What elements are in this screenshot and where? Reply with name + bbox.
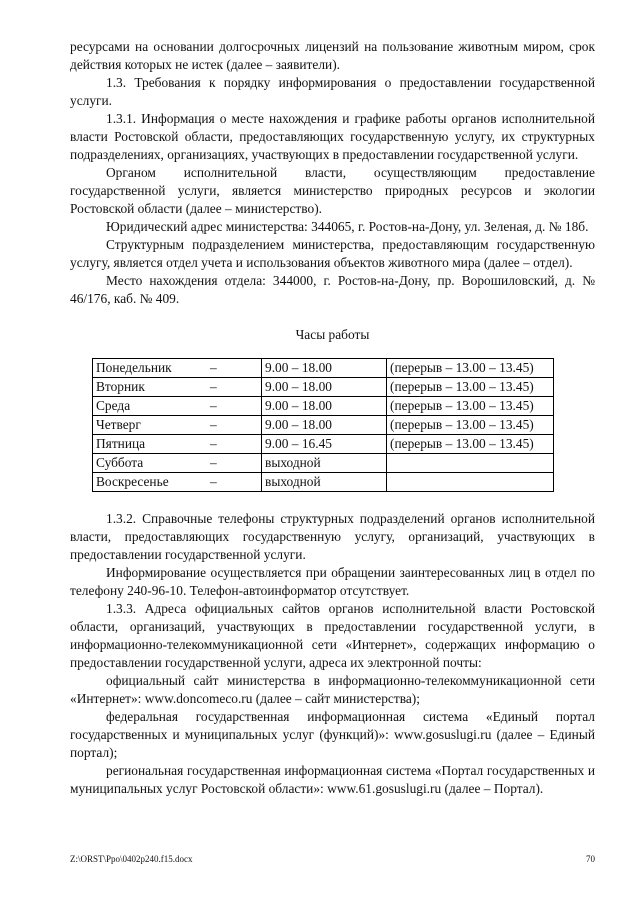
break-cell: (перерыв – 13.00 – 13.45): [387, 359, 554, 378]
day-cell: Воскресенье: [93, 473, 208, 492]
time-cell: выходной: [262, 473, 387, 492]
break-cell: (перерыв – 13.00 – 13.45): [387, 397, 554, 416]
time-cell: 9.00 – 18.00: [262, 359, 387, 378]
break-cell: [387, 454, 554, 473]
dash-cell: –: [207, 435, 262, 454]
paragraph: ресурсами на основании долгосрочных лицензий на пользование животным миром, срок действия которых не истек (далее – заявители).: [70, 39, 595, 72]
dash-cell: –: [207, 454, 262, 473]
day-cell: Понедельник: [93, 359, 208, 378]
time-cell: 9.00 – 16.45: [262, 435, 387, 454]
dash-cell: –: [207, 473, 262, 492]
paragraph: федеральная государственная информационная система «Единый портал государственных и муниципальных услуг (функций)»: www.gosuslugi.ru (далее – Единый портал);: [70, 709, 595, 760]
table-row: [93, 435, 554, 454]
paragraph: 1.3.3. Адреса официальных сайтов органов исполнительной власти Ростовской области, организаций, участвующих в предоставлении государственной услуги, в информационно-телекоммуникационной сети «Интернет», содержащих информацию о предоставлении государственной услуги, адреса их электронной почты:: [70, 601, 595, 670]
paragraph: Органом исполнительной власти, осуществляющим предоставление государственной услуги, является министерство природных ресурсов и экологии Ростовской области (далее – министерство).: [70, 165, 595, 216]
day-cell: Пятница: [93, 435, 208, 454]
paragraph: региональная государственная информационная система «Портал государственных и муниципальных услуг Ростовской области»: www.61.gosuslugi.ru (далее – Портал).: [70, 763, 595, 796]
paragraph: официальный сайт министерства в информационно-телекоммуникационной сети «Интернет»: www.doncomeco.ru (далее – сайт министерства);: [70, 673, 595, 706]
day-cell: Среда: [93, 397, 208, 416]
break-cell: (перерыв – 13.00 – 13.45): [387, 378, 554, 397]
table-row: [93, 359, 554, 378]
table-row: [93, 454, 554, 473]
paragraph: Информирование осуществляется при обращении заинтересованных лиц в отдел по телефону 240-96-10. Телефон-автоинформатор отсутствует.: [70, 565, 595, 598]
break-cell: (перерыв – 13.00 – 13.45): [387, 416, 554, 435]
day-cell: Четверг: [93, 416, 208, 435]
paragraph: 1.3. Требования к порядку информирования о предоставлении государственной услуги.: [70, 75, 595, 108]
dash-cell: –: [207, 378, 262, 397]
paragraph: Юридический адрес министерства: 344065, г. Ростов-на-Дону, ул. Зеленая, д. № 18б.: [106, 219, 589, 234]
time-cell: 9.00 – 18.00: [262, 416, 387, 435]
table-row: [93, 473, 554, 492]
dash-cell: –: [207, 416, 262, 435]
table-row: [93, 397, 554, 416]
time-cell: 9.00 – 18.00: [262, 397, 387, 416]
document-body: [70, 38, 595, 798]
paragraph: 1.3.2. Справочные телефоны структурных подразделений органов исполнительной власти, предоставляющих государственную услугу, организаций, участвующих в предоставлении государственной услуги.: [70, 511, 595, 562]
time-cell: выходной: [262, 454, 387, 473]
day-cell: Вторник: [93, 378, 208, 397]
table-row: [93, 416, 554, 435]
file-path: Z:\ORST\Ppo\0402p240.f15.docx: [70, 854, 193, 864]
break-cell: [387, 473, 554, 492]
hours-title: Часы работы: [295, 327, 370, 342]
break-cell: (перерыв – 13.00 – 13.45): [387, 435, 554, 454]
hours-table: [92, 358, 554, 492]
paragraph: 1.3.1. Информация о месте нахождения и графике работы органов исполнительной власти Ростовской области, предоставляющих государственную услугу, их структурных подразделениях, организациях, участвующих в предоставлении государственной услуги.: [70, 111, 595, 162]
dash-cell: –: [207, 397, 262, 416]
day-cell: Суббота: [93, 454, 208, 473]
time-cell: 9.00 – 18.00: [262, 378, 387, 397]
paragraph: Структурным подразделением министерства, предоставляющим государственную услугу, является отдел учета и использования объектов животного мира (далее – отдел).: [70, 237, 595, 270]
paragraph: Место нахождения отдела: 344000, г. Ростов-на-Дону, пр. Ворошиловский, д. № 46/176, каб. № 409.: [70, 273, 595, 306]
dash-cell: –: [207, 359, 262, 378]
page-number: 70: [586, 854, 595, 864]
table-row: [93, 378, 554, 397]
